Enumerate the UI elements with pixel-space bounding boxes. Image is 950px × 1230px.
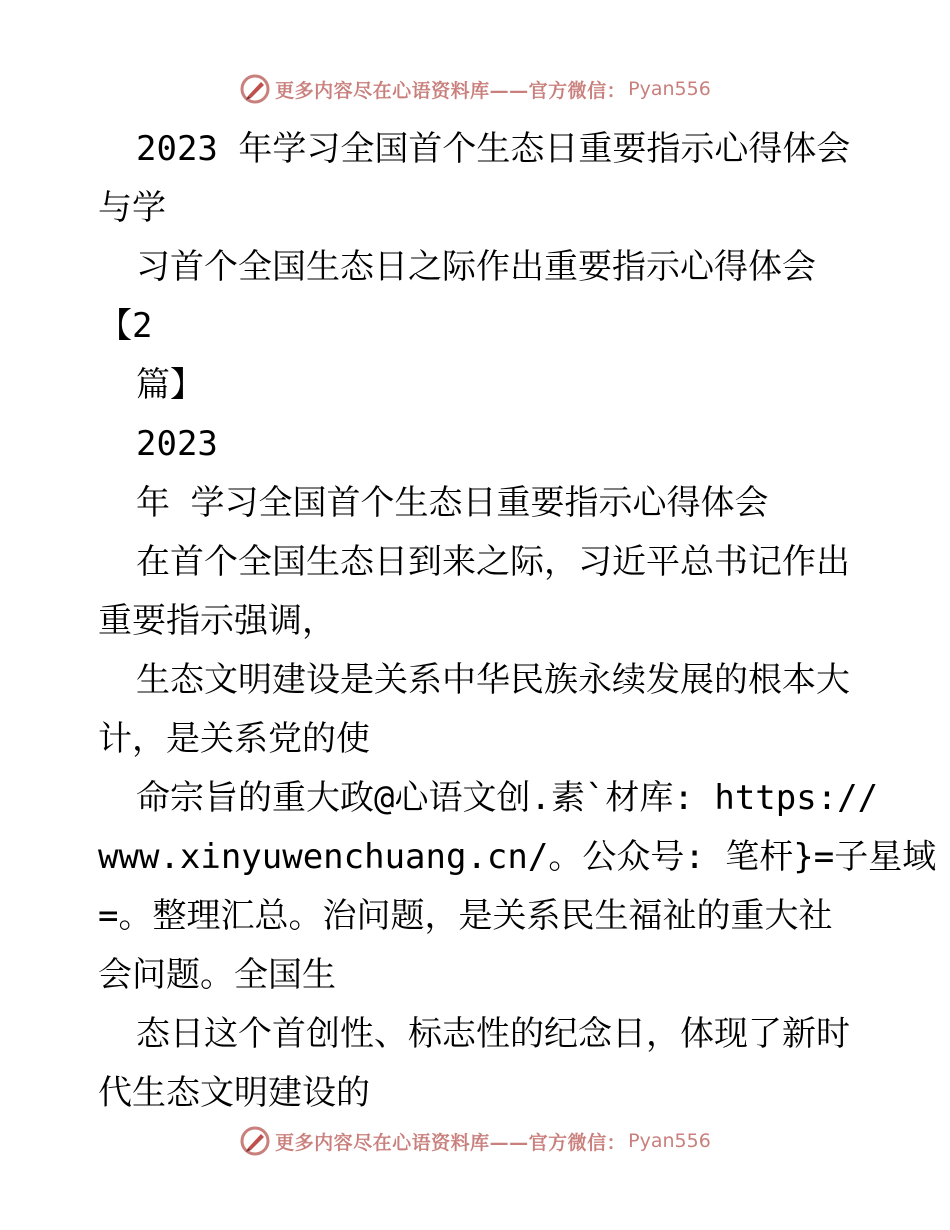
quill-pen-circle-icon — [239, 1125, 271, 1157]
text-line: 命宗旨的重大政@心语文创.素`材库: https:// — [136, 778, 879, 818]
text-line: 在首个全国生态日到来之际，习近平总书记作出 — [136, 542, 850, 582]
text-line: 会问题。全国生 — [98, 955, 336, 995]
text-line: 生态文明建设是关系中华民族永续发展的根本大 — [136, 660, 850, 700]
watermark-text: 更多内容尽在心语资料库——官方微信： — [275, 79, 627, 102]
text-line: 代生态文明建设的 — [98, 1073, 370, 1113]
text-line: 2023 年学习全国首个生态日重要指示心得体会 — [136, 129, 851, 169]
text-line: =。整理汇总。治问题，是关系民生福祉的重大社 — [98, 896, 833, 936]
text-line: 重要指示强调， — [98, 601, 336, 641]
watermark-text: 更多内容尽在心语资料库——官方微信： — [275, 1131, 627, 1154]
text-line: www.xinyuwenchuang.cn/。公众号: 笔杆}=子星域 — [98, 837, 937, 877]
footer-watermark — [0, 1124, 950, 1158]
text-line: 态日这个首创性、标志性的纪念日，体现了新时 — [136, 1014, 850, 1054]
watermark-contact: Pyan556 — [628, 78, 711, 100]
text-line: 习首个全国生态日之际作出重要指示心得体会 — [136, 247, 816, 287]
text-line: 【2 — [98, 306, 153, 346]
quill-pen-circle-icon — [239, 73, 271, 105]
text-line: 篇】 — [136, 365, 204, 405]
document-body — [98, 120, 937, 1123]
watermark-contact: Pyan556 — [628, 1130, 711, 1152]
header-watermark — [0, 72, 950, 106]
text-line: 2023 — [136, 424, 218, 464]
text-line: 年 学习全国首个生态日重要指示心得体会 — [136, 483, 769, 523]
text-line: 计，是关系党的使 — [98, 719, 370, 759]
text-line: 与学 — [98, 188, 166, 228]
